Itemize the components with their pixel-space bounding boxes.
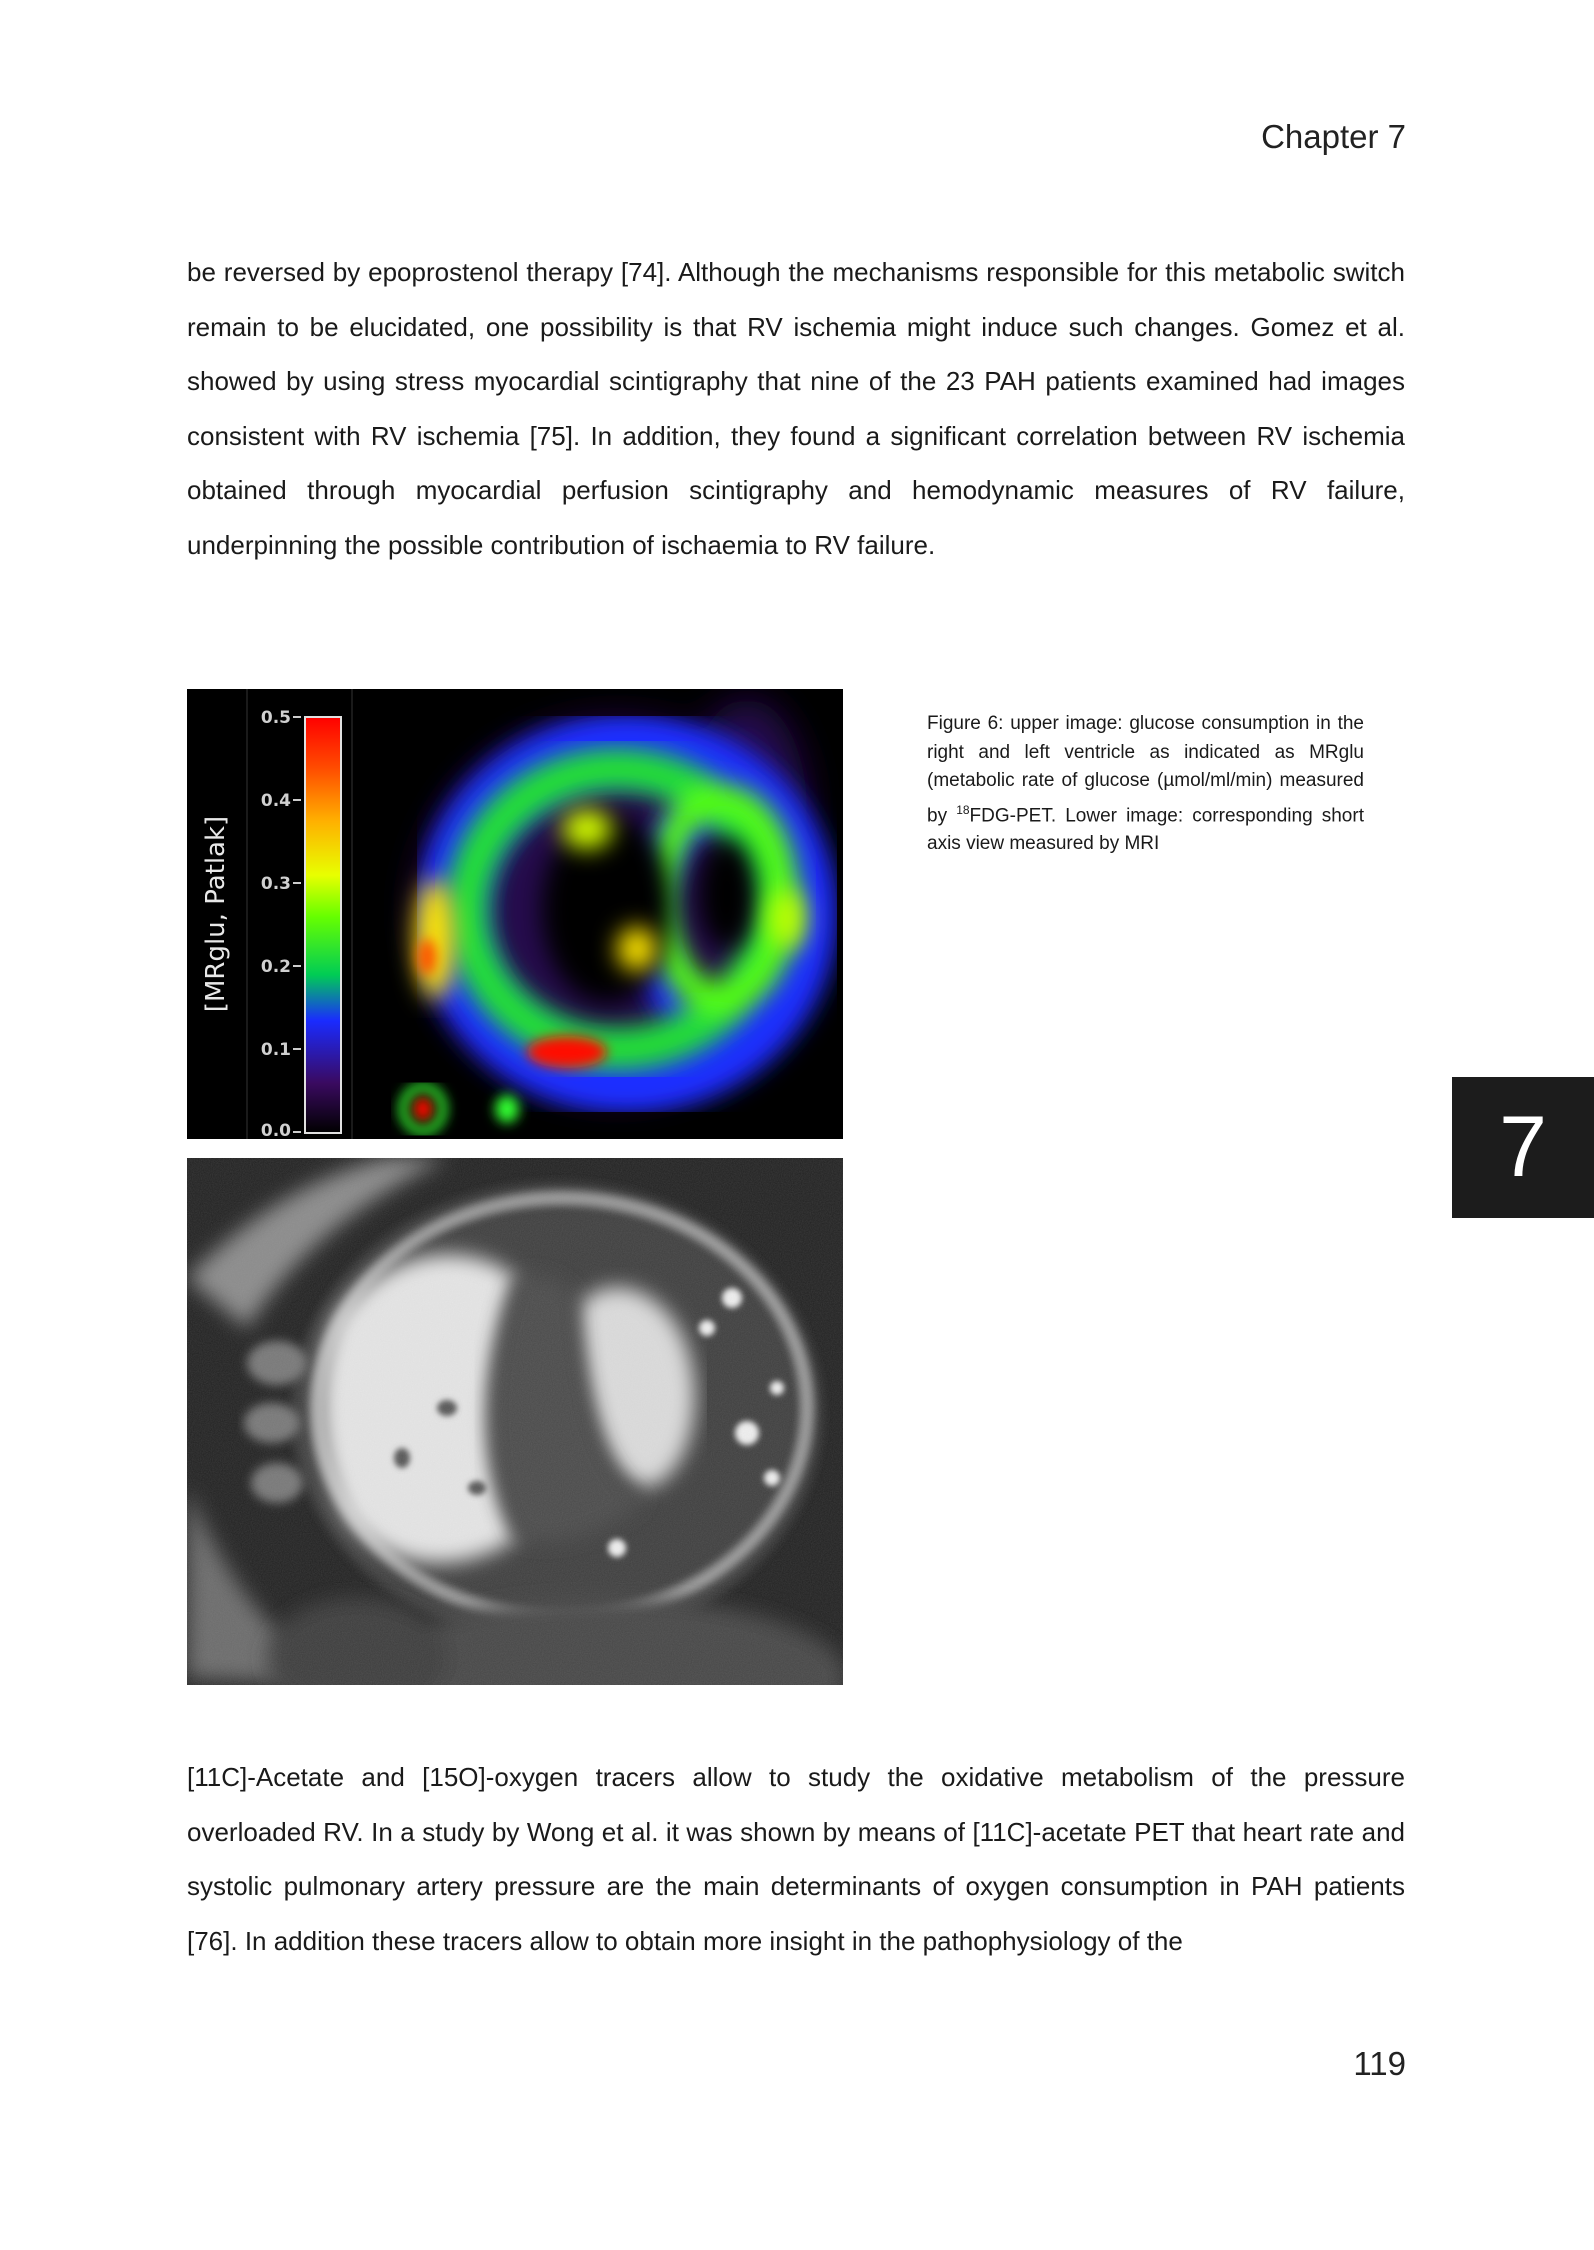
colorbar-tick-label: 0.5: [260, 708, 291, 728]
caption-superscript: 18: [956, 802, 970, 817]
colorbar-tick-label: 0.4: [260, 791, 291, 811]
colorbar-tick-label: 0.3: [260, 874, 291, 894]
chapter-tab: 7: [1452, 1077, 1594, 1218]
mri-image: [187, 1158, 843, 1685]
body-paragraph-1: be reversed by epoprostenol therapy [74]. Although the mechanisms responsible for this metabolic switch remain to be elucidated, one possibility is that RV ischemia might induce such changes. Gomez et al. showed by using stress myocardial scintigraphy that nine of the 23 PAH patients examined had images consistent with RV ischemia [75]. In addition, they found a significant correlation between RV ischemia obtained through myocardial perfusion scintigraphy and hemodynamic measures of RV failure, underpinning the possible contribution of ischaemia to RV failure.: [187, 257, 1405, 560]
body-paragraph-2: [11C]-Acetate and [15O]-oxygen tracers allow to study the oxidative metabolism of the pressure overloaded RV. In a study by Wong et al. it was shown by means of [11C]-acetate PET that heart rate and systolic pulmonary artery pressure are the main determinants of oxygen consumption in PAH patients [76]. In addition these tracers allow to obtain more insight in the pathophysiology of the: [187, 1762, 1405, 1956]
colorbar-tick-label: 0.2: [260, 957, 291, 977]
figure-caption: [927, 710, 1364, 859]
colorbar-tick-label: 0.1: [260, 1040, 291, 1060]
colorbar-label: [MRglu, Patlak]: [201, 815, 231, 1013]
caption-text-1: Figure 6: upper image: glucose consumption in the right and left ventricle as indicated as MRglu (metabolic rate of glucose (µmol/ml/min) measured by: [927, 713, 1364, 826]
colorbar-tick-label: 0.0: [260, 1121, 291, 1139]
caption-text-2: FDG-PET. Lower image: corresponding short axis view measured by MRI: [927, 804, 1364, 855]
page-number: 119: [1353, 2045, 1406, 2082]
pet-image: [187, 689, 843, 1139]
running-header: Chapter 7: [1261, 118, 1406, 155]
